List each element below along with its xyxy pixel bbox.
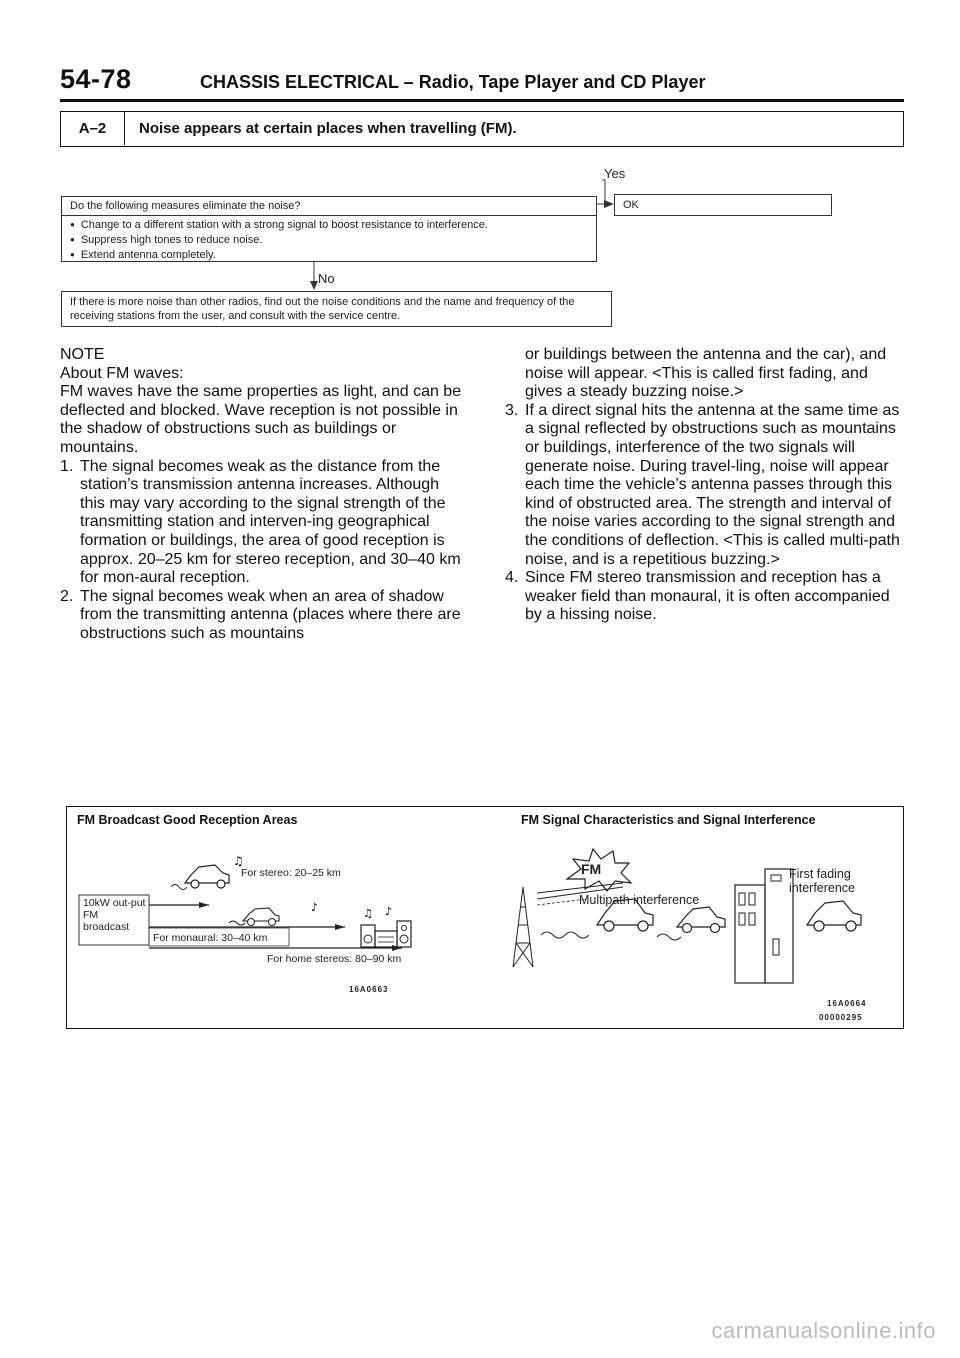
- note-heading: NOTE: [60, 346, 105, 363]
- figure-code-right-2: 00000295: [819, 1013, 863, 1022]
- measure-item: ● Change to a different station with a strong signal to boost resistance to interference.: [70, 218, 588, 233]
- svg-text:♪: ♪: [385, 905, 393, 918]
- stereo-range-label: For stereo: 20–25 km: [241, 867, 341, 879]
- section-title: CHASSIS ELECTRICAL – Radio, Tape Player and CD Player: [200, 72, 706, 92]
- item-text: The signal becomes weak as the distance from the station’s transmission antenna increases. Although this may vary according to the signal strength of the transmitting station and interven-ing geographical formation or buildings, the area of good reception is approx. 20–25 km for stereo reception, and 30–40 km for mon-aural reception.: [80, 457, 461, 587]
- ok-box: OK: [614, 194, 832, 216]
- figure-right-title: FM Signal Characteristics and Signal Interference: [521, 813, 816, 827]
- figure-illustration: [67, 807, 905, 1030]
- item-text: If a direct signal hits the antenna at the same time as a signal reflected by obstructions such as mountains or buildings, interference of the two signals will generate noise. During travel-ling, noise will appear each time the vehicle’s antenna passes through this kind of obstructed area. The strength and interval of the noise varies according to the signal strength and the conditions of deflection. <This is called multi-path noise, and is a repetitious buzzing.>: [525, 401, 900, 568]
- watermark: carmanualsonline.info: [711, 1318, 936, 1343]
- item-number: 2.: [60, 587, 74, 605]
- list-item-continued: [505, 346, 900, 402]
- fm-label: FM: [581, 861, 602, 877]
- car-icon: [807, 901, 861, 931]
- svg-text:♫: ♫: [363, 907, 373, 920]
- no-result-box: If there is more noise than other radios, find out the noise conditions and the name and frequency of the receiving stations from the user, and consult with the service centre.: [61, 291, 612, 327]
- car-icon: [677, 907, 725, 933]
- list-item: [505, 402, 900, 569]
- buildings-icon: [735, 869, 793, 983]
- measure-item: ● Extend antenna completely.: [70, 248, 588, 263]
- symptom-title: Noise appears at certain places when travelling (FM).: [139, 120, 517, 137]
- list-item: [60, 458, 466, 588]
- figure-code-left: 16A0663: [349, 985, 389, 994]
- note-list-continued: [505, 346, 900, 625]
- figure-panel: [66, 806, 904, 1029]
- item-text: Since FM stereo transmission and reception has a weaker field than monaural, it is often accompanied by a hissing noise.: [525, 569, 890, 624]
- measure-item: ● Suppress high tones to reduce noise.: [70, 233, 588, 248]
- measures-list: [62, 216, 596, 265]
- transmission-tower-icon: [513, 887, 533, 967]
- note-right-column: [505, 346, 900, 625]
- list-item: [60, 588, 466, 644]
- item-text: or buildings between the antenna and the car), and noise will appear. <This is called first fading, and gives a steady buzzing noise.>: [525, 346, 887, 401]
- monaural-arrow: [335, 924, 345, 930]
- question-text: Do the following measures eliminate the noise?: [62, 197, 596, 216]
- svg-text:♫: ♫: [233, 854, 244, 868]
- music-note-icon: [233, 854, 244, 868]
- station-label: 10kW out-put FM broadcast: [83, 897, 146, 933]
- figure-code-right: 16A0664: [827, 999, 867, 1008]
- no-label: No: [318, 271, 335, 286]
- item-number: 1.: [60, 457, 74, 475]
- figure-left-title: FM Broadcast Good Reception Areas: [77, 813, 298, 827]
- first-fading-label: First fading interference: [789, 867, 856, 895]
- music-notes-icon: [311, 901, 392, 920]
- flowchart-connectors: [0, 0, 960, 340]
- home-range-label: For home stereos: 80–90 km: [267, 953, 402, 965]
- home-stereo-icon: [361, 921, 411, 947]
- symptom-code: A–2: [61, 112, 125, 145]
- car-icon: [171, 865, 229, 890]
- monaural-range-label: For monaural: 30–40 km: [153, 932, 268, 944]
- question-box: [61, 196, 597, 262]
- note-list: [60, 458, 466, 644]
- page-number: 54-78: [60, 64, 132, 94]
- svg-text:♪: ♪: [311, 901, 319, 914]
- note-intro: FM waves have the same properties as light, and can be deflected and blocked. Wave reception is not possible in the shadow of obstructions such as buildings or mountains.: [60, 383, 462, 456]
- multipath-label: Multipath interference: [579, 893, 700, 907]
- note-left-column: [60, 346, 466, 644]
- item-text: The signal becomes weak when an area of shadow from the transmitting antenna (places where there are obstructions such as mountains: [80, 587, 461, 642]
- item-number: 3.: [505, 401, 519, 419]
- stereo-arrow: [199, 902, 209, 908]
- car-icon: [229, 908, 279, 926]
- item-number: 4.: [505, 569, 519, 587]
- yes-label: Yes: [604, 166, 626, 181]
- note-subheading: About FM waves:: [60, 364, 184, 382]
- list-item: [505, 569, 900, 625]
